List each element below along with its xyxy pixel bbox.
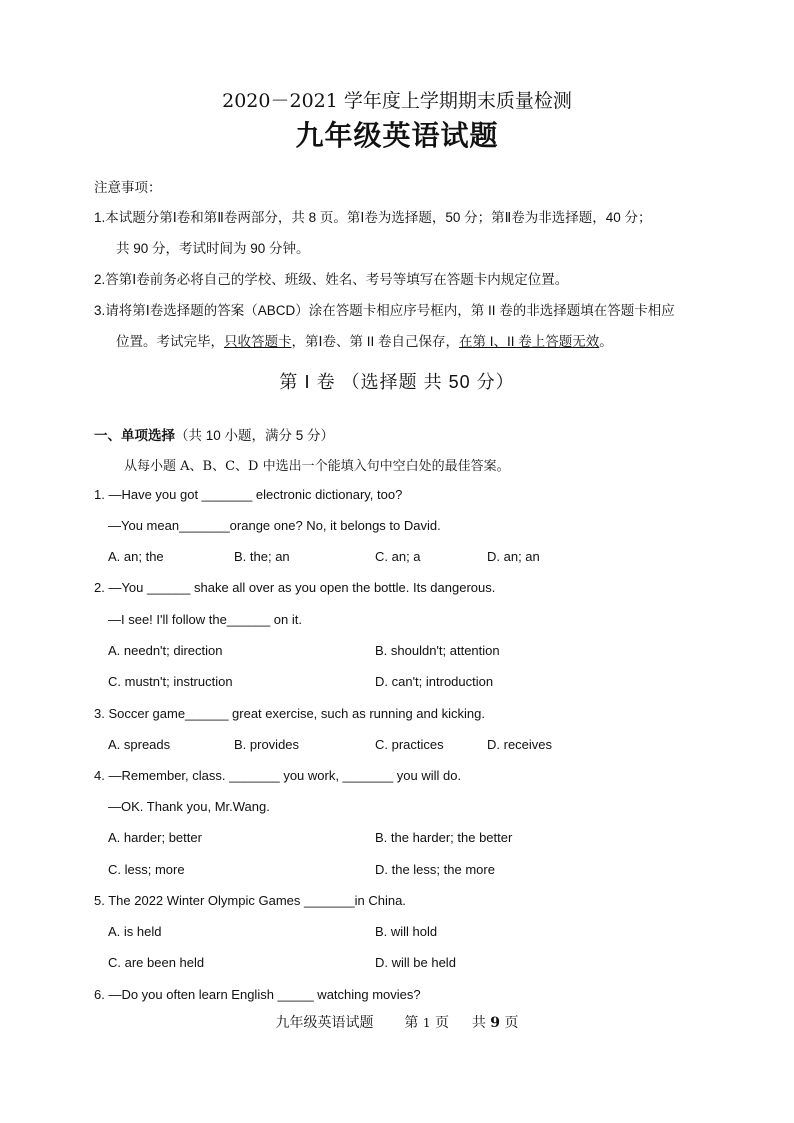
q2-option-d: D. can't; introduction (375, 674, 494, 689)
q4-option-d: D. the less; the more (375, 862, 495, 877)
part-1-instruction: 从每小题 A、B、C、D 中选出一个能填入句中空白处的最佳答案。 (124, 459, 510, 474)
q2-option-c: C. mustn't; instruction (108, 674, 233, 689)
q3-line-1: 3. Soccer game______ great exercise, such as running and kicking. (94, 706, 485, 721)
q5-option-b: B. will hold (375, 924, 438, 939)
part-1-heading-rest: （共 10 小题，满分 5 分） (175, 428, 335, 443)
q1-option-b: B. the; an (234, 549, 290, 564)
note-3-underline-b: 在第 I、II 卷上答题无效 (458, 334, 600, 349)
footer-total-pre: 共 (471, 1015, 486, 1031)
part-1-heading (94, 424, 334, 444)
note-3-line-1: 3.请将第Ⅰ卷选择题的答案（ABCD）涂在答题卡相应序号框内，第 II 卷的非选择题填在答题卡相应 (94, 303, 675, 318)
q5-option-a: A. is held (108, 924, 162, 939)
exam-subtitle: 2020－2021 学年度上学期期末质量检测 (222, 90, 572, 112)
q5-option-c: C. are been held (108, 955, 205, 970)
page-footer (0, 1012, 794, 1032)
q1-line-1: 1. —Have you got _______ electronic dictionary, too? (94, 487, 403, 502)
q3-option-d: D. receives (487, 737, 553, 752)
note-3-text-b: ，第Ⅰ卷、第 II 卷自己保存， (291, 334, 459, 349)
q2-line-2: —I see! I'll follow the______ on it. (108, 612, 302, 627)
q3-option-c: C. practices (375, 737, 444, 752)
q2-line-1: 2. —You ______ shake all over as you open the bottle. Its dangerous. (94, 580, 496, 595)
q2-option-b: B. shouldn't; attention (375, 643, 500, 658)
q4-option-b: B. the harder; the better (375, 830, 513, 845)
note-1-line-2: 共 90 分，考试时间为 90 分钟。 (116, 241, 310, 256)
section-title: 第 Ⅰ 卷 （选择题 共 50 分） (279, 372, 515, 392)
notes-heading: 注意事项： (94, 180, 162, 195)
q3-option-a: A. spreads (108, 737, 171, 752)
q4-option-c: C. less; more (108, 862, 185, 877)
q5-line-1: 5. The 2022 Winter Olympic Games _______in China. (94, 893, 406, 908)
q1-option-c: C. an; a (375, 549, 421, 564)
note-3-line-2 (116, 330, 613, 350)
q4-line-2: —OK. Thank you, Mr.Wang. (108, 799, 270, 814)
q2-option-a: A. needn't; direction (108, 643, 223, 658)
footer-total-number: 9 (490, 1015, 501, 1031)
footer-page-label-post: 页 (434, 1015, 449, 1031)
q5-option-d: D. will be held (375, 955, 456, 970)
note-2: 2.答第Ⅰ卷前务必将自己的学校、班级、姓名、考号等填写在答题卡内规定位置。 (94, 272, 569, 287)
footer-total-post: 页 (504, 1015, 519, 1031)
part-1-heading-bold: 一、单项选择 (94, 428, 175, 443)
note-3-underline-a: 只收答题卡 (224, 334, 292, 349)
note-3-text-a: 位置。考试完毕， (116, 334, 224, 349)
q4-option-a: A. harder; better (108, 830, 202, 845)
note-3-text-c: 。 (599, 334, 613, 349)
footer-page-number: 1 (422, 1016, 431, 1030)
q1-option-d: D. an; an (487, 549, 540, 564)
q1-line-2: —You mean_______orange one? No, it belongs to David. (108, 518, 441, 533)
q4-line-1: 4. —Remember, class. _______ you work, _______ you will do. (94, 768, 462, 783)
q3-option-b: B. provides (234, 737, 300, 752)
q1-option-a: A. an; the (108, 549, 164, 564)
footer-subject: 九年级英语试题 (275, 1015, 374, 1031)
q6-line-1: 6. —Do you often learn English _____ watching movies? (94, 987, 421, 1002)
exam-title: 九年级英语试题 (295, 119, 499, 152)
note-1-line-1: 1.本试题分第Ⅰ卷和第Ⅱ卷两部分，共 8 页。第Ⅰ卷为选择题，50 分；第Ⅱ卷为非选择题，40 分； (94, 210, 652, 225)
footer-page-label-pre: 第 (404, 1015, 419, 1031)
